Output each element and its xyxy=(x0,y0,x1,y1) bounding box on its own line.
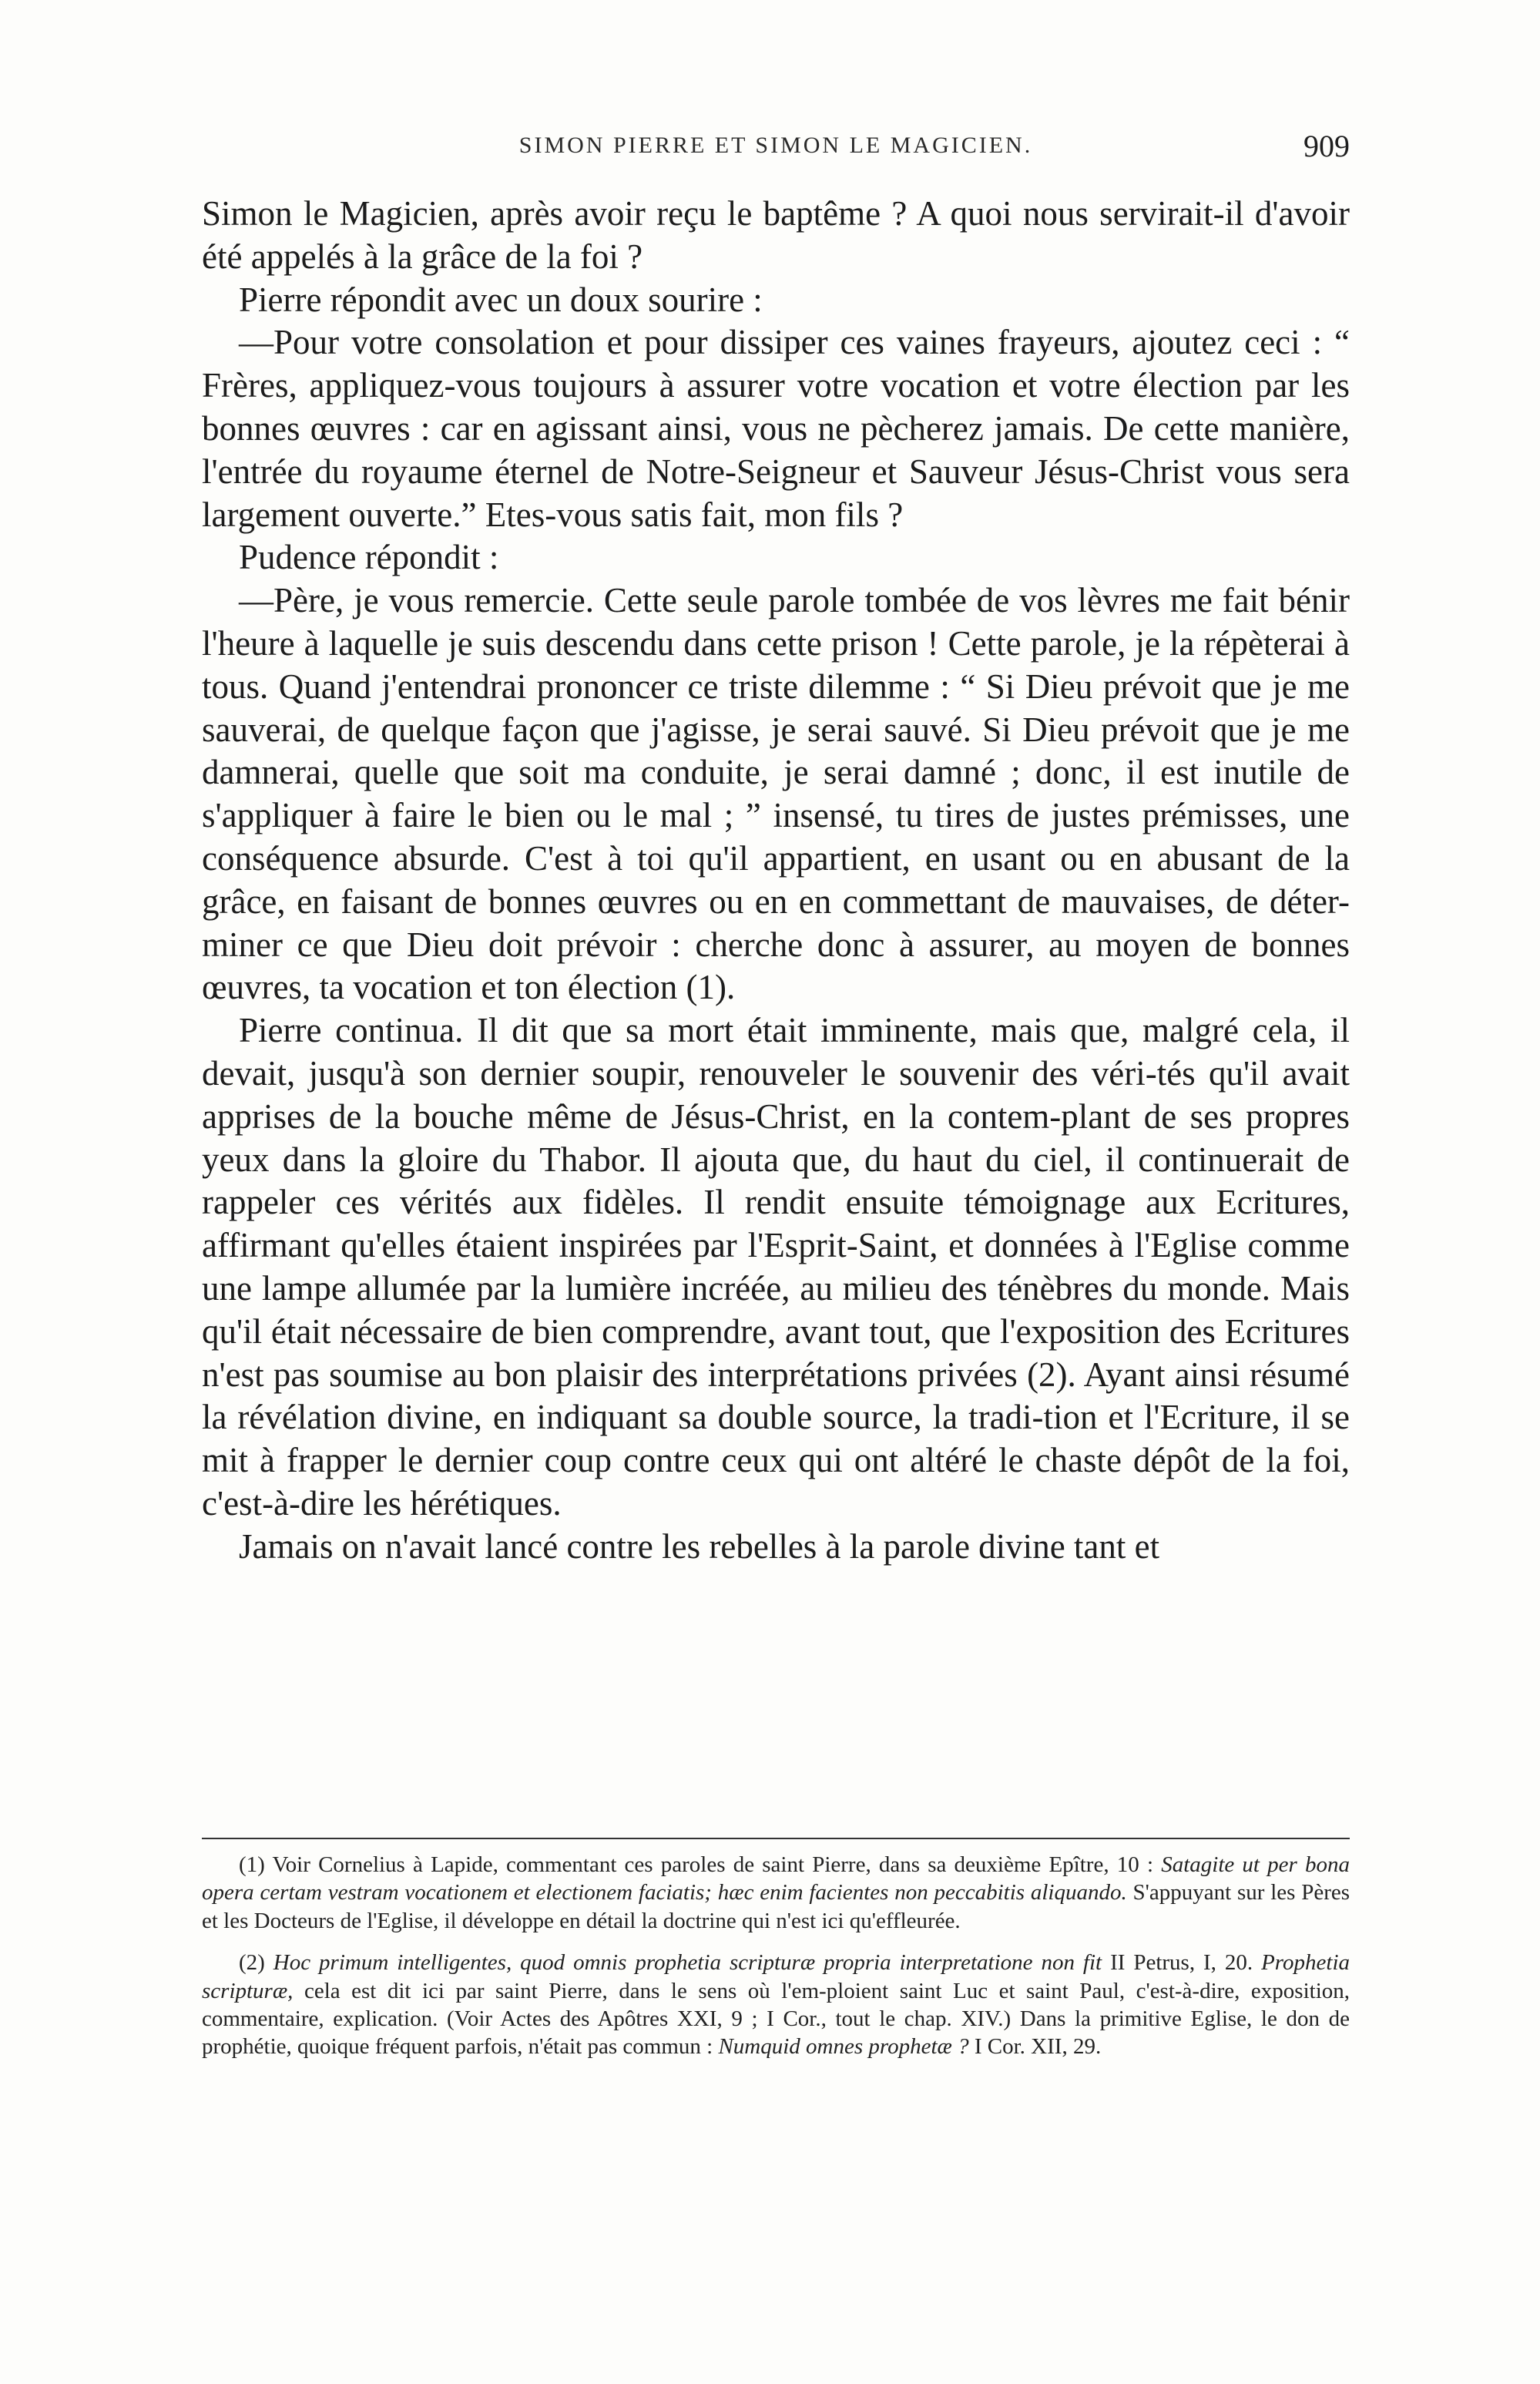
footnote-2-latin-question: Numquid omnes prophetæ ? xyxy=(718,2034,969,2060)
paragraph: Jamais on n'avait lancé contre les rebelles à la parole divine tant et xyxy=(239,1526,1160,1566)
page-number: 909 xyxy=(1303,129,1350,163)
running-title: SIMON PIERRE ET SIMON LE MAGICIEN. xyxy=(518,133,1033,158)
footnote-2 xyxy=(202,1949,1350,2061)
footnote-2-text: cela est dit ici par saint Pierre, dans le sens où l'em-ploient saint Luc et saint Paul, c'est-à-dire, exposition, commentaire, explication. (Voir Actes des Apôtres XXI, 9 ; I Cor., tout le chap. XIV.) Dans la primitive Eglise, le don de prophétie, quoique fréquent parfois, n'était pas commun : xyxy=(202,1978,1350,2060)
footnote-2-latin-quote: Hoc primum intelligentes, quod omnis prophetia scripturæ propria interpretatione non fit xyxy=(273,1950,1102,1976)
footnote-divider xyxy=(202,1838,1350,1839)
footnote-1-latin-quote: Satagite ut per bona opera certam vestram vocationem et electionem faciatis; hæc enim facientes non peccabitis aliquando. xyxy=(202,1852,1350,1906)
paragraph: Pierre répondit avec un doux sourire : xyxy=(239,280,763,319)
footnotes xyxy=(202,1851,1350,2075)
footnote-1 xyxy=(202,1851,1350,1935)
footnote-2-reference-end: I Cor. XII, 29. xyxy=(974,2034,1102,2060)
paragraph: Pudence répondit : xyxy=(239,538,499,577)
paragraph: —Père, je vous remercie. Cette seule parole tombée de vos lèvres me fait bénir l'heure à laquelle je suis descendu dans cette prison ! Cette parole, je la répèterai à tous. Quand j'entendrai prononcer ce triste dilemme : “ Si Dieu prévoit que je me sauverai, de quelque façon que j'agisse, je serai sauvé. Si Dieu prévoit que je me damnerai, quelle que soit ma conduite, je serai damné ; donc, il est inutile de s'appliquer à faire le bien ou le mal ; ” insensé, tu tires de justes prémisses, une conséquence absurde. C'est à toi qu'il appartient, en usant ou en abusant de la grâce, en faisant de bonnes œuvres ou en en commettant de mauvaises, de déter-miner ce que Dieu doit prévoir : cherche donc à assurer, au moyen de bonnes œuvres, ta vocation et ton élection (1). xyxy=(202,581,1350,1007)
footnote-1-text-end: S'appuyant sur les Pères et les Docteurs de l'Eglise, il développe en détail la doctrine qui n'est ici qu'effleurée. xyxy=(202,1880,1350,1933)
paragraph-continuation: Simon le Magicien, après avoir reçu le baptême ? A quoi nous servirait-il d'avoir été appelés à la grâce de la foi ? xyxy=(202,194,1350,276)
footnote-2-term: Prophetia scripturæ, xyxy=(202,1950,1350,2003)
paragraph: Pierre continua. Il dit que sa mort était imminente, mais que, malgré cela, il devait, jusqu'à son dernier soupir, renouveler le souvenir des véri-tés qu'il avait apprises de la bouche même de Jésus-Christ, en la contem-plant de ses propres yeux dans la gloire du Thabor. Il ajouta que, du haut du ciel, il continuerait de rappeler ces vérités aux fidèles. Il rendit ensuite témoignage aux Ecritures, affirmant qu'elles étaient inspirées par l'Esprit-Saint, et données à l'Eglise comme une lampe allumée par la lumière incréée, au milieu des ténèbres du monde. Mais qu'il était nécessaire de bien comprendre, avant tout, que l'exposition des Ecritures n'est pas soumise au bon plaisir des interprétations privées (2). Ayant ainsi résumé la révélation divine, en indiquant sa double source, la tradi-tion et l'Ecriture, il se mit à frapper le dernier coup contre ceux qui ont altéré le chaste dépôt de la foi, c'est-à-dire les hérétiques. xyxy=(202,1011,1350,1523)
footnote-2-marker: (2) xyxy=(239,1950,265,1976)
footnote-2-reference: II Petrus, I, 20. xyxy=(1110,1950,1253,1976)
page-header xyxy=(202,129,1350,171)
footnote-1-text: (1) Voir Cornelius à Lapide, commentant ces paroles de saint Pierre, dans sa deuxième Epître, 10 : xyxy=(239,1852,1154,1877)
paragraph: —Pour votre consolation et pour dissiper ces vaines frayeurs, ajoutez ceci : “ Frères, appliquez-vous toujours à assurer votre vocation et votre élection par les bonnes œuvres : car en agissant ainsi, vous ne pècherez jamais. De cette manière, l'entrée du royaume éternel de Notre-Seigneur et Sauveur Jésus-Christ vous sera largement ouverte.” Etes-vous satis fait, mon fils ? xyxy=(202,323,1350,534)
body-text xyxy=(202,193,1350,1569)
